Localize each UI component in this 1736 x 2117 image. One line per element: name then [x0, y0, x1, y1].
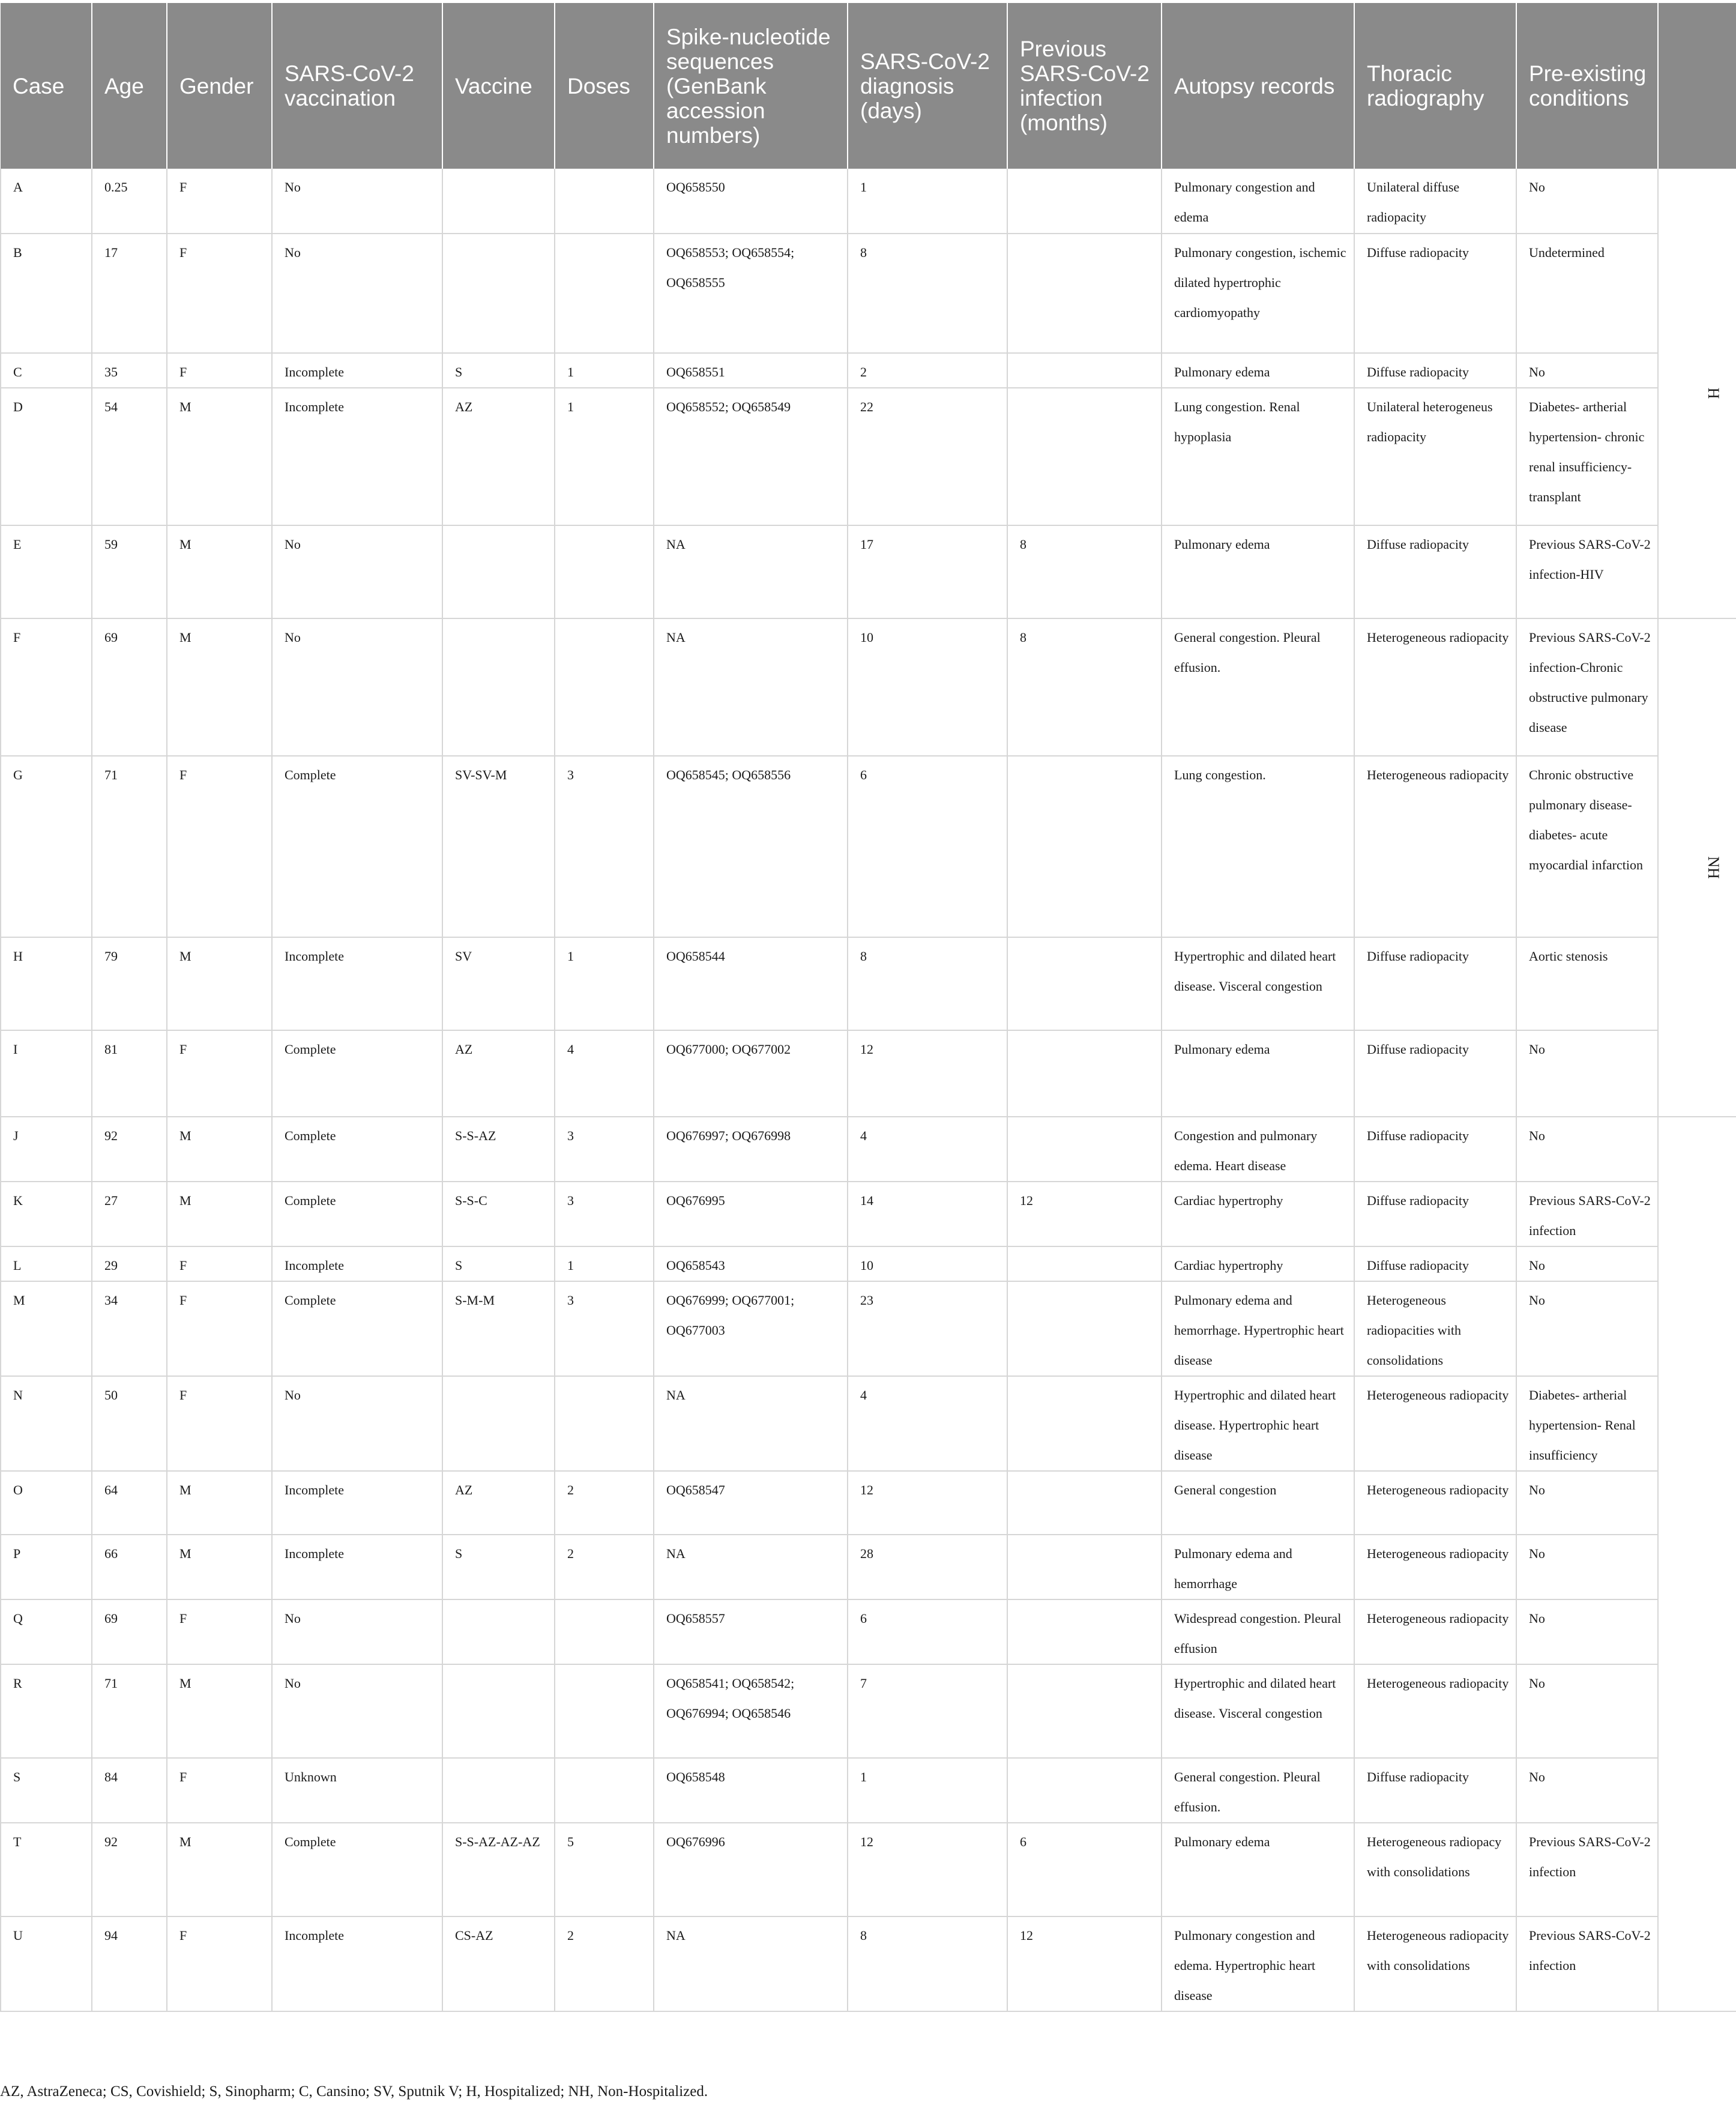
cell-radiography: Heterogeneous radiopacity: [1354, 1376, 1516, 1471]
header-group: [1658, 3, 1736, 169]
table-row: [1, 1758, 1736, 1823]
cell-sequences: OQ658551: [654, 353, 848, 388]
cell-diagnosis: 14: [848, 1182, 1007, 1246]
cell-case: N: [1, 1376, 92, 1471]
cell-age: 64: [92, 1471, 167, 1535]
cell-age: 29: [92, 1246, 167, 1281]
header-doses: Doses: [555, 3, 654, 169]
cell-conditions: No: [1516, 1535, 1658, 1599]
cell-previous: [1007, 1030, 1162, 1117]
cell-vaccine: [442, 618, 555, 756]
cell-conditions: Previous SARS-CoV-2 infection: [1516, 1916, 1658, 2011]
cell-vaccine: SV-SV-M: [442, 756, 555, 937]
table-row: [1, 1246, 1736, 1281]
cell-previous: [1007, 388, 1162, 525]
cell-diagnosis: 8: [848, 937, 1007, 1030]
cell-conditions: Undetermined: [1516, 234, 1658, 353]
cell-doses: 2: [555, 1916, 654, 2011]
group-label: H: [1704, 387, 1722, 399]
cell-diagnosis: 23: [848, 1281, 1007, 1376]
cell-conditions: Chronic obstructive pulmonary disease-diabetes- acute myocardial infarction: [1516, 756, 1658, 937]
cell-previous: [1007, 234, 1162, 353]
cell-vaccination: No: [272, 525, 442, 618]
cell-gender: M: [167, 1664, 272, 1758]
cell-diagnosis: 2: [848, 353, 1007, 388]
cell-gender: M: [167, 525, 272, 618]
table-row: [1, 756, 1736, 937]
cell-age: 92: [92, 1823, 167, 1916]
cell-vaccination: No: [272, 1664, 442, 1758]
cell-gender: M: [167, 1471, 272, 1535]
cell-vaccination: Incomplete: [272, 1916, 442, 2011]
table-row: [1, 1376, 1736, 1471]
cell-case: E: [1, 525, 92, 618]
cell-sequences: OQ676999; OQ677001; OQ677003: [654, 1281, 848, 1376]
cell-age: 35: [92, 353, 167, 388]
cell-gender: F: [167, 169, 272, 234]
cell-autopsy: Pulmonary edema and hemorrhage: [1162, 1535, 1354, 1599]
cell-diagnosis: 6: [848, 1599, 1007, 1664]
cell-gender: F: [167, 1916, 272, 2011]
cell-autopsy: Congestion and pulmonary edema. Heart disease: [1162, 1117, 1354, 1182]
table-row: [1, 1471, 1736, 1535]
cell-autopsy: Pulmonary edema: [1162, 1823, 1354, 1916]
cell-age: 69: [92, 1599, 167, 1664]
cell-vaccination: Incomplete: [272, 1535, 442, 1599]
cell-age: 94: [92, 1916, 167, 2011]
cell-vaccine: SV: [442, 937, 555, 1030]
cell-sequences: NA: [654, 618, 848, 756]
cell-vaccination: No: [272, 1376, 442, 1471]
table-row: [1, 1182, 1736, 1246]
cell-previous: [1007, 1664, 1162, 1758]
cell-case: U: [1, 1916, 92, 2011]
cell-doses: 3: [555, 1281, 654, 1376]
cell-diagnosis: 7: [848, 1664, 1007, 1758]
cell-doses: [555, 1664, 654, 1758]
cell-gender: M: [167, 1535, 272, 1599]
cell-previous: [1007, 1758, 1162, 1823]
table-row: [1, 388, 1736, 525]
cell-vaccine: S-S-AZ-AZ-AZ: [442, 1823, 555, 1916]
cell-diagnosis: 12: [848, 1471, 1007, 1535]
cell-diagnosis: 6: [848, 756, 1007, 937]
cell-radiography: Diffuse radiopacity: [1354, 234, 1516, 353]
cell-doses: 1: [555, 1246, 654, 1281]
cell-case: L: [1, 1246, 92, 1281]
table-row: [1, 1823, 1736, 1916]
cell-autopsy: Hypertrophic and dilated heart disease. Hypertrophic heart disease: [1162, 1376, 1354, 1471]
cell-doses: 2: [555, 1471, 654, 1535]
cell-case: T: [1, 1823, 92, 1916]
cell-vaccination: Unknown: [272, 1758, 442, 1823]
cell-vaccine: [442, 234, 555, 353]
cell-age: 71: [92, 756, 167, 937]
group-label: NH: [1704, 856, 1722, 879]
cell-vaccination: Incomplete: [272, 353, 442, 388]
cell-case: G: [1, 756, 92, 937]
cell-doses: 5: [555, 1823, 654, 1916]
header-gender: Gender: [167, 3, 272, 169]
cell-conditions: Previous SARS-CoV-2 infection: [1516, 1823, 1658, 1916]
cell-radiography: Heterogeneous radiopacity: [1354, 756, 1516, 937]
cell-vaccine: AZ: [442, 1030, 555, 1117]
cell-radiography: Diffuse radiopacity: [1354, 525, 1516, 618]
cell-conditions: No: [1516, 1246, 1658, 1281]
cell-vaccine: [442, 1664, 555, 1758]
cell-autopsy: Pulmonary congestion and edema: [1162, 169, 1354, 234]
cell-age: 84: [92, 1758, 167, 1823]
cell-case: I: [1, 1030, 92, 1117]
cell-age: 79: [92, 937, 167, 1030]
cell-radiography: Diffuse radiopacity: [1354, 1246, 1516, 1281]
cell-vaccination: Complete: [272, 1182, 442, 1246]
table-row: [1, 1664, 1736, 1758]
cell-previous: [1007, 1376, 1162, 1471]
cell-radiography: Diffuse radiopacity: [1354, 353, 1516, 388]
cell-doses: 2: [555, 1535, 654, 1599]
cell-vaccination: No: [272, 618, 442, 756]
table-row: [1, 353, 1736, 388]
cell-sequences: OQ658548: [654, 1758, 848, 1823]
cell-conditions: No: [1516, 1030, 1658, 1117]
cell-sequences: OQ658552; OQ658549: [654, 388, 848, 525]
cell-age: 92: [92, 1117, 167, 1182]
cell-sequences: OQ676996: [654, 1823, 848, 1916]
cell-vaccine: [442, 1599, 555, 1664]
cell-doses: 3: [555, 1182, 654, 1246]
header-sequences: Spike-nucleotide sequences (GenBank accession numbers): [654, 3, 848, 169]
cell-age: 27: [92, 1182, 167, 1246]
cell-conditions: No: [1516, 1758, 1658, 1823]
cell-autopsy: Pulmonary congestion and edema. Hypertrophic heart disease: [1162, 1916, 1354, 2011]
cell-vaccination: Complete: [272, 756, 442, 937]
cell-autopsy: Cardiac hypertrophy: [1162, 1246, 1354, 1281]
cell-age: 81: [92, 1030, 167, 1117]
cell-vaccination: Complete: [272, 1281, 442, 1376]
cell-vaccine: [442, 1758, 555, 1823]
cell-conditions: No: [1516, 1664, 1658, 1758]
cell-age: 17: [92, 234, 167, 353]
cell-conditions: No: [1516, 353, 1658, 388]
cell-doses: [555, 525, 654, 618]
cell-vaccine: [442, 1376, 555, 1471]
cell-radiography: Diffuse radiopacity: [1354, 937, 1516, 1030]
cell-age: 66: [92, 1535, 167, 1599]
cell-conditions: Previous SARS-CoV-2 infection-Chronic obstructive pulmonary disease: [1516, 618, 1658, 756]
cell-radiography: Heterogeneous radiopacity: [1354, 1599, 1516, 1664]
table-row: [1, 525, 1736, 618]
table-row: [1, 1599, 1736, 1664]
cell-sequences: OQ676995: [654, 1182, 848, 1246]
cell-case: Q: [1, 1599, 92, 1664]
cell-autopsy: General congestion. Pleural effusion.: [1162, 618, 1354, 756]
cell-sequences: OQ658557: [654, 1599, 848, 1664]
cell-gender: M: [167, 1823, 272, 1916]
cell-age: 54: [92, 388, 167, 525]
cell-conditions: No: [1516, 1471, 1658, 1535]
cell-conditions: No: [1516, 1599, 1658, 1664]
cell-vaccination: Complete: [272, 1030, 442, 1117]
cell-sequences: NA: [654, 1376, 848, 1471]
cell-age: 50: [92, 1376, 167, 1471]
cell-case: P: [1, 1535, 92, 1599]
cell-vaccine: [442, 169, 555, 234]
cell-conditions: Previous SARS-CoV-2 infection-HIV: [1516, 525, 1658, 618]
table-row: [1, 169, 1736, 234]
cell-gender: M: [167, 1182, 272, 1246]
cell-doses: [555, 169, 654, 234]
table-row: [1, 1117, 1736, 1182]
cell-previous: 12: [1007, 1182, 1162, 1246]
cell-sequences: OQ658547: [654, 1471, 848, 1535]
cell-autopsy: Pulmonary edema: [1162, 353, 1354, 388]
cell-conditions: Aortic stenosis: [1516, 937, 1658, 1030]
cell-age: 71: [92, 1664, 167, 1758]
header-diagnosis: SARS-CoV-2 diagnosis (days): [848, 3, 1007, 169]
cell-sequences: NA: [654, 525, 848, 618]
cell-conditions: Diabetes- artherial hypertension- Renal insufficiency: [1516, 1376, 1658, 1471]
cell-radiography: Heterogeneous radiopacity: [1354, 1664, 1516, 1758]
cell-sequences: OQ677000; OQ677002: [654, 1030, 848, 1117]
cell-gender: F: [167, 1376, 272, 1471]
cell-vaccine: CS-AZ: [442, 1916, 555, 2011]
group-label-nh: [1658, 618, 1736, 1117]
cell-conditions: No: [1516, 169, 1658, 234]
cell-conditions: Previous SARS-CoV-2 infection: [1516, 1182, 1658, 1246]
cell-vaccination: No: [272, 169, 442, 234]
cell-diagnosis: 17: [848, 525, 1007, 618]
cell-doses: 1: [555, 353, 654, 388]
cell-autopsy: General congestion: [1162, 1471, 1354, 1535]
cell-doses: [555, 1599, 654, 1664]
cell-sequences: OQ658544: [654, 937, 848, 1030]
cell-case: F: [1, 618, 92, 756]
header-row: [1, 3, 1736, 169]
header-age: Age: [92, 3, 167, 169]
header-autopsy: Autopsy records: [1162, 3, 1354, 169]
cell-vaccine: AZ: [442, 388, 555, 525]
cell-autopsy: Cardiac hypertrophy: [1162, 1182, 1354, 1246]
cell-previous: [1007, 756, 1162, 937]
cell-previous: 8: [1007, 618, 1162, 756]
cell-conditions: No: [1516, 1117, 1658, 1182]
cell-autopsy: Widespread congestion. Pleural effusion: [1162, 1599, 1354, 1664]
cell-diagnosis: 4: [848, 1376, 1007, 1471]
cell-gender: F: [167, 353, 272, 388]
cell-vaccine: S-M-M: [442, 1281, 555, 1376]
cell-previous: [1007, 1535, 1162, 1599]
cell-doses: [555, 618, 654, 756]
cell-gender: F: [167, 1281, 272, 1376]
cell-case: J: [1, 1117, 92, 1182]
cell-diagnosis: 12: [848, 1823, 1007, 1916]
cell-vaccine: S: [442, 1535, 555, 1599]
cell-case: K: [1, 1182, 92, 1246]
cell-diagnosis: 10: [848, 1246, 1007, 1281]
table-row: [1, 1535, 1736, 1599]
cell-autopsy: Hypertrophic and dilated heart disease. Visceral congestion: [1162, 937, 1354, 1030]
cell-case: S: [1, 1758, 92, 1823]
cell-case: D: [1, 388, 92, 525]
cell-gender: M: [167, 388, 272, 525]
cell-autopsy: Pulmonary congestion, ischemic dilated hypertrophic cardiomyopathy: [1162, 234, 1354, 353]
cell-radiography: Unilateral diffuse radiopacity: [1354, 169, 1516, 234]
cell-previous: 12: [1007, 1916, 1162, 2011]
cell-sequences: OQ676997; OQ676998: [654, 1117, 848, 1182]
cell-doses: [555, 234, 654, 353]
cell-vaccine: AZ: [442, 1471, 555, 1535]
cell-vaccine: S-S-AZ: [442, 1117, 555, 1182]
table-row: [1, 618, 1736, 756]
cell-gender: F: [167, 234, 272, 353]
table-row: [1, 234, 1736, 353]
cell-diagnosis: 1: [848, 169, 1007, 234]
cell-vaccine: S-S-C: [442, 1182, 555, 1246]
cell-autopsy: General congestion. Pleural effusion.: [1162, 1758, 1354, 1823]
cell-sequences: OQ658543: [654, 1246, 848, 1281]
cell-radiography: Diffuse radiopacity: [1354, 1030, 1516, 1117]
cell-gender: F: [167, 1246, 272, 1281]
cell-vaccination: Incomplete: [272, 1246, 442, 1281]
cell-vaccination: Incomplete: [272, 388, 442, 525]
cell-previous: [1007, 169, 1162, 234]
cell-doses: 3: [555, 756, 654, 937]
cell-case: A: [1, 169, 92, 234]
table-row: [1, 1281, 1736, 1376]
cell-vaccination: Complete: [272, 1117, 442, 1182]
cell-gender: F: [167, 1758, 272, 1823]
cell-autopsy: Hypertrophic and dilated heart disease. Visceral congestion: [1162, 1664, 1354, 1758]
cell-radiography: Diffuse radiopacity: [1354, 1758, 1516, 1823]
cell-doses: [555, 1376, 654, 1471]
cell-vaccination: No: [272, 1599, 442, 1664]
cell-sequences: OQ658541; OQ658542; OQ676994; OQ658546: [654, 1664, 848, 1758]
cell-vaccination: Incomplete: [272, 1471, 442, 1535]
cell-autopsy: Lung congestion. Renal hypoplasia: [1162, 388, 1354, 525]
header-vaccine: Vaccine: [442, 3, 555, 169]
cell-doses: 3: [555, 1117, 654, 1182]
cell-radiography: Heterogeneous radiopacity: [1354, 1471, 1516, 1535]
cell-vaccine: [442, 525, 555, 618]
cell-case: M: [1, 1281, 92, 1376]
cell-previous: [1007, 1471, 1162, 1535]
cell-sequences: OQ658553; OQ658554; OQ658555: [654, 234, 848, 353]
cell-gender: M: [167, 937, 272, 1030]
cell-diagnosis: 10: [848, 618, 1007, 756]
table-footnote: AZ, AstraZeneca; CS, Covishield; S, Sinopharm; C, Cansino; SV, Sputnik V; H, Hospitalized; NH, Non-Hospitalized.: [0, 2083, 708, 2100]
cell-age: 0.25: [92, 169, 167, 234]
cell-autopsy: Pulmonary edema: [1162, 1030, 1354, 1117]
cell-previous: [1007, 937, 1162, 1030]
cell-case: O: [1, 1471, 92, 1535]
cell-gender: M: [167, 1117, 272, 1182]
cell-previous: [1007, 1599, 1162, 1664]
group-label-h: [1658, 169, 1736, 618]
cell-doses: [555, 1758, 654, 1823]
cell-case: R: [1, 1664, 92, 1758]
cell-diagnosis: 4: [848, 1117, 1007, 1182]
cell-radiography: Heterogeneous radiopacity: [1354, 618, 1516, 756]
cell-gender: F: [167, 1030, 272, 1117]
cell-radiography: Diffuse radiopacity: [1354, 1117, 1516, 1182]
cell-previous: [1007, 1281, 1162, 1376]
cell-conditions: Diabetes- artherial hypertension- chronic renal insufficiency- transplant: [1516, 388, 1658, 525]
cell-case: B: [1, 234, 92, 353]
cell-autopsy: Pulmonary edema: [1162, 525, 1354, 618]
cell-doses: 1: [555, 937, 654, 1030]
cell-gender: F: [167, 756, 272, 937]
cell-previous: [1007, 353, 1162, 388]
cell-radiography: Heterogeneous radiopacities with consolidations: [1354, 1281, 1516, 1376]
cell-vaccination: No: [272, 234, 442, 353]
header-conditions: Pre-existing conditions: [1516, 3, 1658, 169]
cell-radiography: Heterogeneous radiopacity: [1354, 1535, 1516, 1599]
cell-autopsy: Pulmonary edema and hemorrhage. Hypertrophic heart disease: [1162, 1281, 1354, 1376]
cell-diagnosis: 12: [848, 1030, 1007, 1117]
cell-vaccination: Complete: [272, 1823, 442, 1916]
header-vaccination: SARS-CoV-2 vaccination: [272, 3, 442, 169]
cell-diagnosis: 22: [848, 388, 1007, 525]
cell-previous: [1007, 1117, 1162, 1182]
header-previous: Previous SARS-CoV-2 infection (months): [1007, 3, 1162, 169]
cell-radiography: Unilateral heterogeneus radiopacity: [1354, 388, 1516, 525]
cell-doses: 1: [555, 388, 654, 525]
cell-gender: M: [167, 618, 272, 756]
cell-age: 69: [92, 618, 167, 756]
cell-sequences: NA: [654, 1535, 848, 1599]
table-row: [1, 937, 1736, 1030]
cell-vaccine: S: [442, 1246, 555, 1281]
cell-case: C: [1, 353, 92, 388]
header-case: Case: [1, 3, 92, 169]
cell-age: 34: [92, 1281, 167, 1376]
cell-sequences: OQ658550: [654, 169, 848, 234]
cell-diagnosis: 28: [848, 1535, 1007, 1599]
cell-previous: 6: [1007, 1823, 1162, 1916]
cell-radiography: Heterogeneous radiopacity with consolidations: [1354, 1916, 1516, 2011]
cell-age: 59: [92, 525, 167, 618]
cell-previous: [1007, 1246, 1162, 1281]
header-radiography: Thoracic radiography: [1354, 3, 1516, 169]
cell-case: H: [1, 937, 92, 1030]
cell-diagnosis: 8: [848, 1916, 1007, 2011]
cell-autopsy: Lung congestion.: [1162, 756, 1354, 937]
autopsy-cases-table: [0, 3, 1736, 2012]
table-row: [1, 1030, 1736, 1117]
cell-vaccination: Incomplete: [272, 937, 442, 1030]
cell-conditions: No: [1516, 1281, 1658, 1376]
cell-radiography: Heterogeneous radiopacy with consolidations: [1354, 1823, 1516, 1916]
cell-previous: 8: [1007, 525, 1162, 618]
group-cell-empty: [1658, 1117, 1736, 2011]
cell-doses: 4: [555, 1030, 654, 1117]
cell-vaccine: S: [442, 353, 555, 388]
cell-diagnosis: 1: [848, 1758, 1007, 1823]
table-row: [1, 1916, 1736, 2011]
cell-sequences: OQ658545; OQ658556: [654, 756, 848, 937]
cell-radiography: Diffuse radiopacity: [1354, 1182, 1516, 1246]
cell-gender: F: [167, 1599, 272, 1664]
cell-diagnosis: 8: [848, 234, 1007, 353]
cell-sequences: NA: [654, 1916, 848, 2011]
